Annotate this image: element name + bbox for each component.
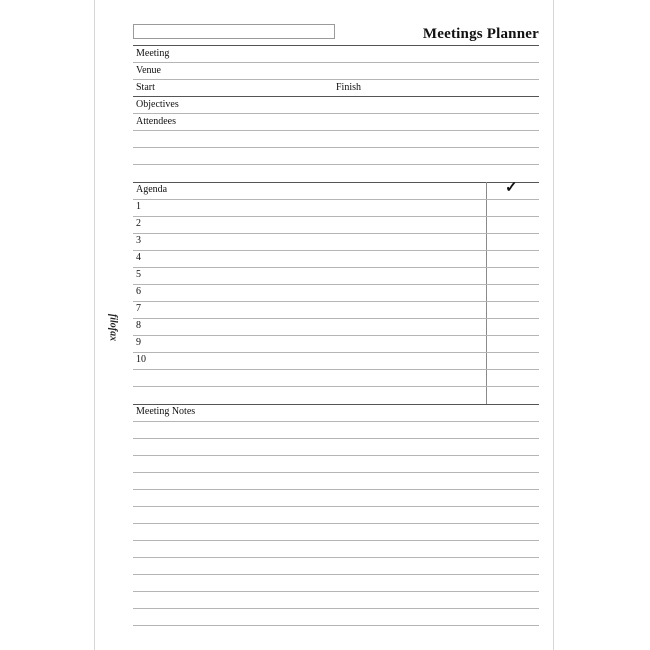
rule-line xyxy=(133,284,539,285)
agenda-item-number: 3 xyxy=(136,235,141,246)
venue-label: Venue xyxy=(136,65,161,76)
rule-line xyxy=(133,113,539,114)
rule-line xyxy=(133,96,539,97)
rule-line xyxy=(133,301,539,302)
rule-line xyxy=(133,79,539,80)
rule-line xyxy=(133,164,539,165)
agenda-item-number: 1 xyxy=(136,201,141,212)
rule-line xyxy=(133,438,539,439)
rule-line xyxy=(133,182,539,183)
rule-line xyxy=(133,335,539,336)
objectives-label: Objectives xyxy=(136,99,179,110)
agenda-item-number: 7 xyxy=(136,303,141,314)
agenda-item-number: 9 xyxy=(136,337,141,348)
agenda-item-number: 4 xyxy=(136,252,141,263)
rule-line xyxy=(133,267,539,268)
brand-logo: filofax xyxy=(107,313,119,342)
rule-line xyxy=(133,574,539,575)
rule-line xyxy=(133,352,539,353)
rule-line xyxy=(133,455,539,456)
rule-line xyxy=(133,45,539,46)
finish-label: Finish xyxy=(336,82,362,93)
page-title: Meetings Planner xyxy=(422,26,539,42)
rule-line xyxy=(133,523,539,524)
agenda-item-number: 6 xyxy=(136,286,141,297)
rule-line xyxy=(133,608,539,609)
agenda-item-number: 5 xyxy=(136,269,141,280)
rule-line xyxy=(133,625,539,626)
rule-line xyxy=(133,369,539,370)
rule-line xyxy=(133,472,539,473)
rule-line xyxy=(133,404,539,405)
rule-line xyxy=(133,130,539,131)
rule-line xyxy=(133,199,539,200)
rule-line xyxy=(133,591,539,592)
meeting-label: Meeting xyxy=(136,48,170,59)
rule-line xyxy=(133,489,539,490)
rule-line xyxy=(133,250,539,251)
rule-line xyxy=(133,386,539,387)
rule-line xyxy=(133,557,539,558)
rule-line xyxy=(133,233,539,234)
agenda-item-number: 2 xyxy=(136,218,141,229)
agenda-heading: Agenda xyxy=(136,184,168,195)
rule-line xyxy=(133,318,539,319)
start-label: Start xyxy=(136,82,155,93)
rule-line xyxy=(133,62,539,63)
rule-line xyxy=(133,147,539,148)
planner-page xyxy=(94,0,554,650)
rule-line xyxy=(133,540,539,541)
meeting-notes-heading: Meeting Notes xyxy=(136,406,196,417)
rule-line xyxy=(133,216,539,217)
agenda-item-number: 10 xyxy=(136,354,146,365)
agenda-item-number: 8 xyxy=(136,320,141,331)
rule-line xyxy=(133,421,539,422)
attendees-label: Attendees xyxy=(136,116,176,127)
check-icon: ✓ xyxy=(505,180,518,196)
rule-line xyxy=(133,506,539,507)
title-input-box[interactable] xyxy=(133,24,335,39)
